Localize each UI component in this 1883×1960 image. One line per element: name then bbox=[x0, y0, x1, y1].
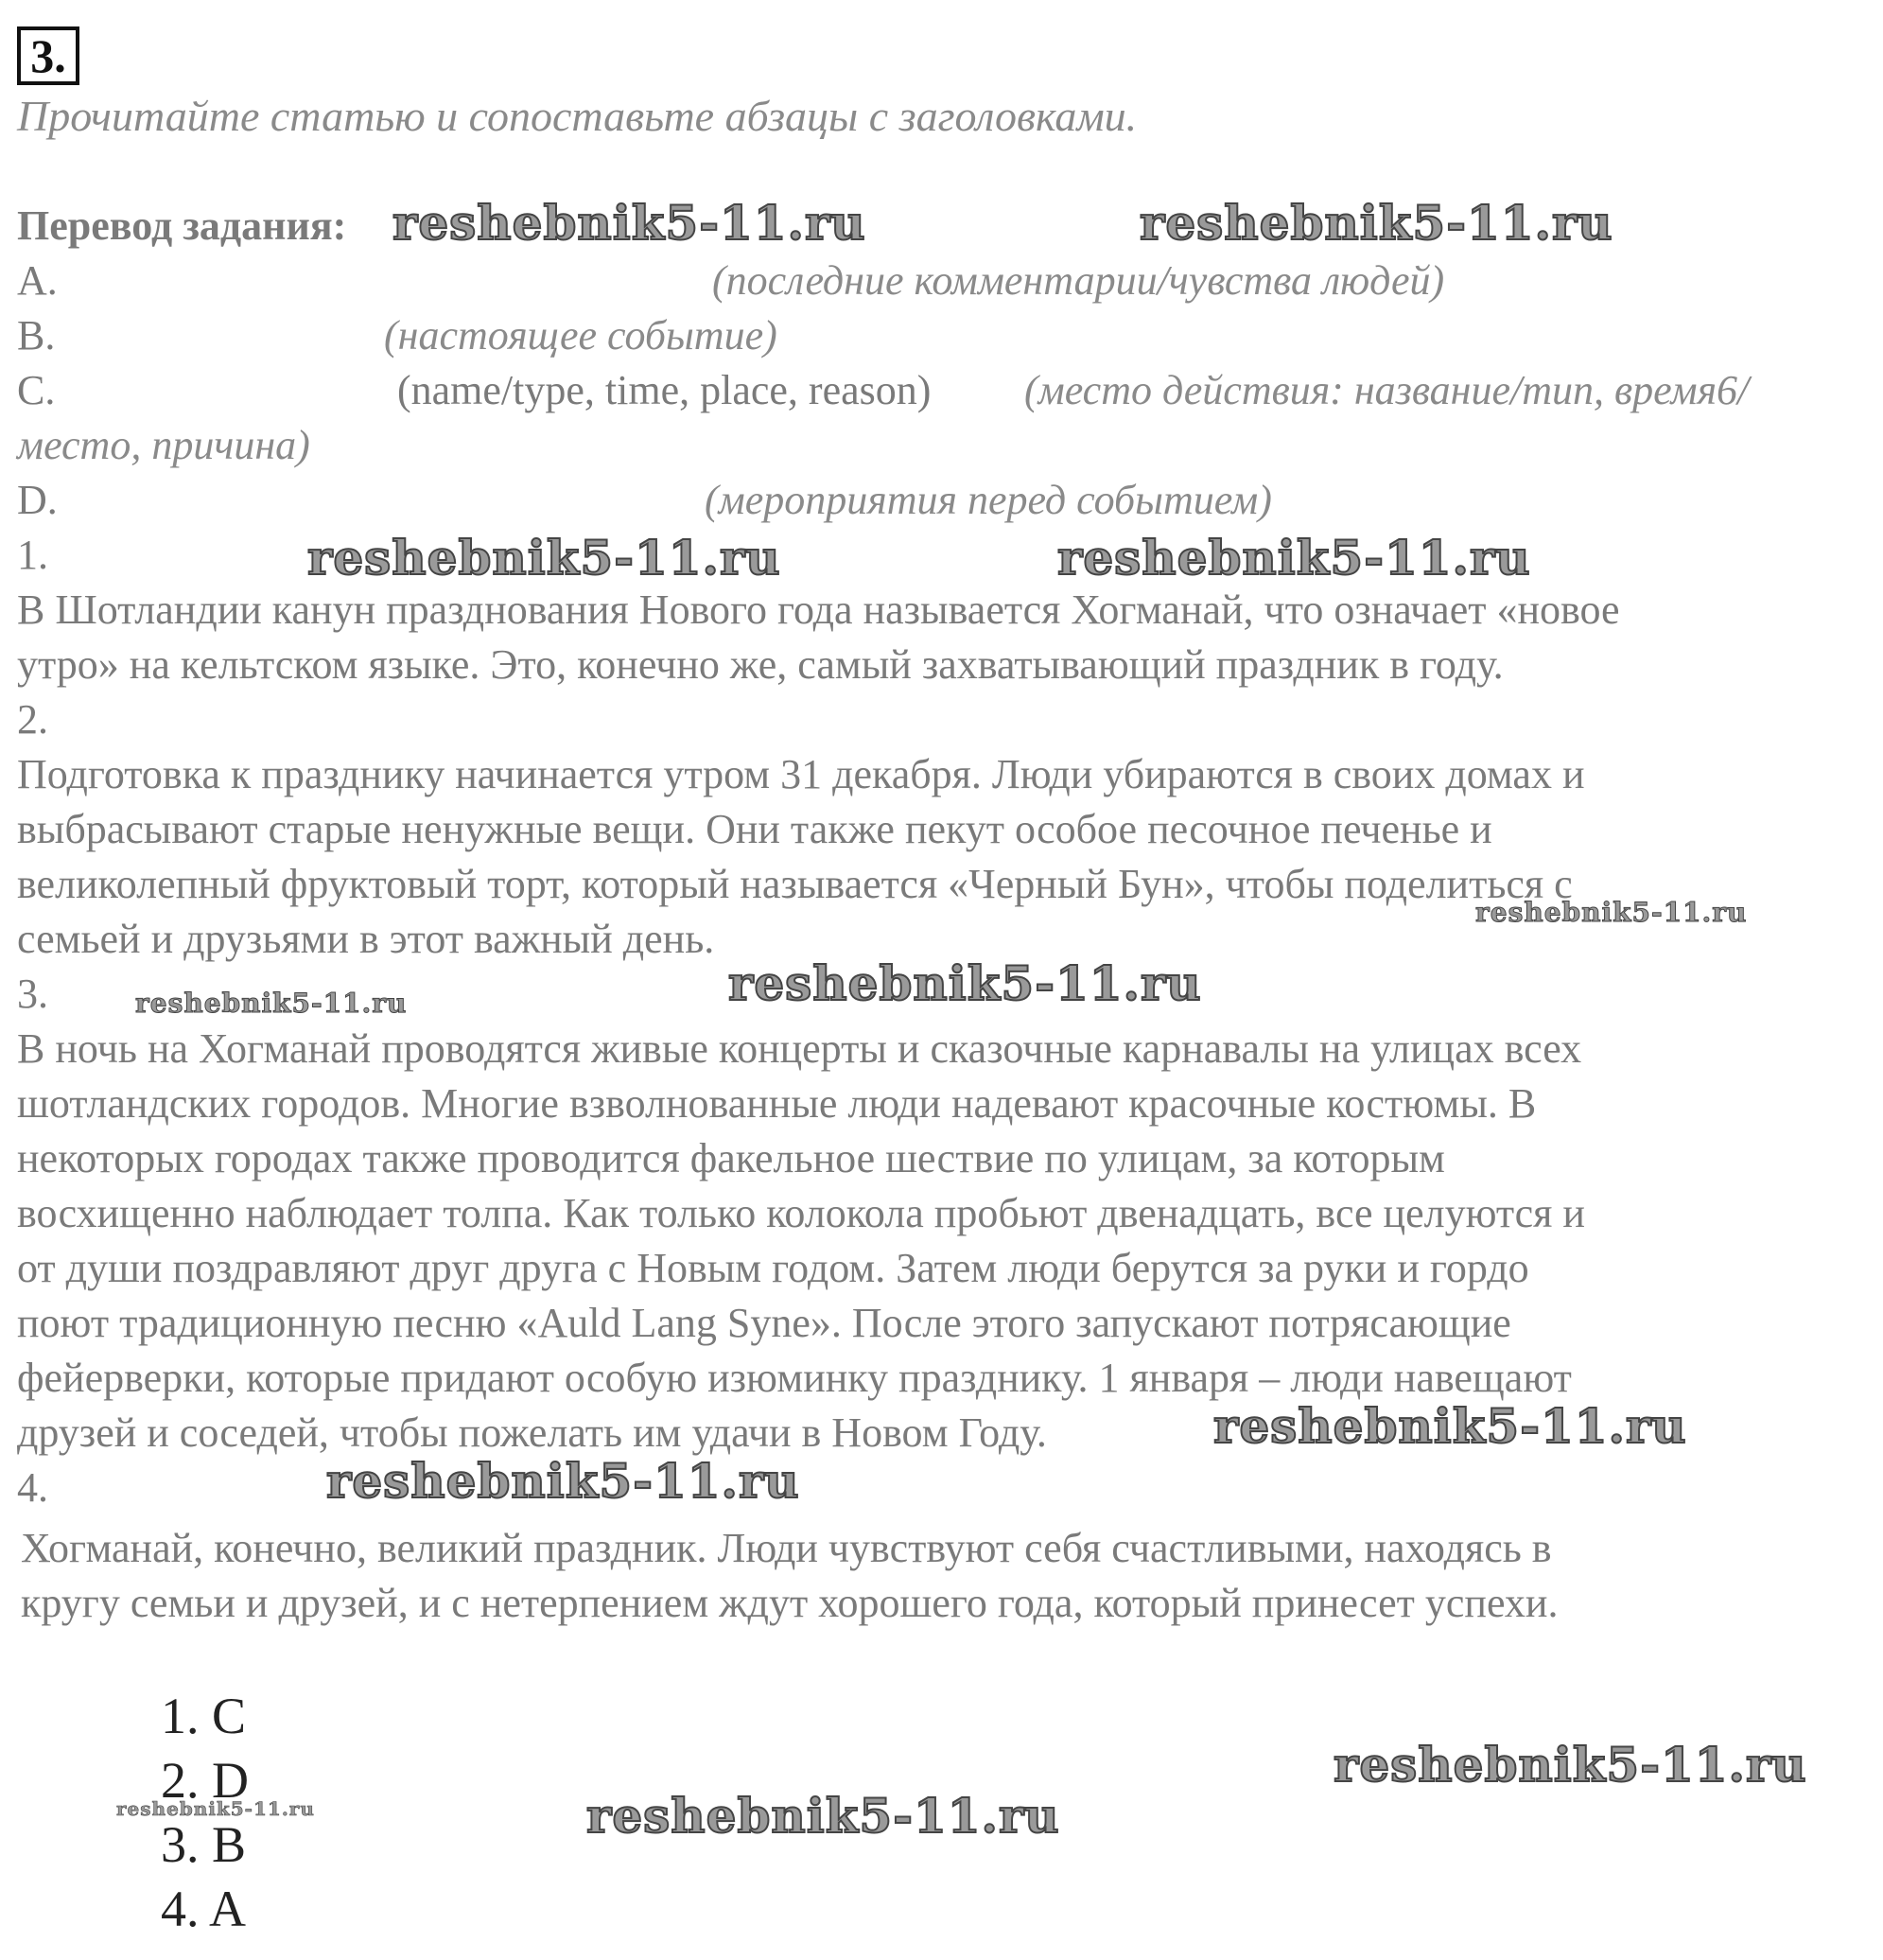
answer-item: 2. D bbox=[161, 1752, 249, 1809]
paragraph-1-line: утро» на кельтском языке. Это, конечно же, самый захватывающий праздник в году. bbox=[17, 641, 1504, 688]
watermark: reshebnik5-11.ru bbox=[1334, 1737, 1807, 1793]
exercise-number: 3. bbox=[17, 26, 79, 85]
heading-c-text: (name/type, time, place, reason) bbox=[397, 367, 932, 413]
paragraph-2-number: 2. bbox=[17, 696, 48, 743]
paragraph-3-number: 3. bbox=[17, 971, 48, 1017]
watermark: reshebnik5-11.ru bbox=[392, 195, 866, 251]
heading-b-letter: B. bbox=[17, 312, 56, 359]
paragraph-3-line: некоторых городах также проводится факельное шествие по улицам, за которым bbox=[17, 1135, 1445, 1181]
heading-a-hint: (последние комментарии/чувства людей) bbox=[712, 257, 1445, 304]
answer-item: 4. A bbox=[161, 1881, 247, 1937]
answer-item: 1. C bbox=[161, 1688, 247, 1744]
translation-label: Перевод задания: bbox=[17, 202, 347, 249]
paragraph-2-line: выбрасывают старые ненужные вещи. Они также пекут особое песочное печенье и bbox=[17, 806, 1492, 852]
heading-d-hint: (мероприятия перед событием) bbox=[705, 477, 1272, 523]
watermark: reshebnik5-11.ru bbox=[307, 530, 781, 586]
paragraph-1-number: 1. bbox=[17, 532, 48, 578]
heading-d-letter: D. bbox=[17, 477, 58, 523]
watermark: reshebnik5-11.ru bbox=[1140, 195, 1613, 251]
watermark: reshebnik5-11.ru bbox=[1213, 1398, 1687, 1454]
paragraph-3-line: друзей и соседей, чтобы пожелать им удачи в Новом Году. bbox=[17, 1409, 1047, 1456]
heading-c-hint-cont: место, причина) bbox=[17, 422, 310, 468]
paragraph-4-line: Хогманай, конечно, великий праздник. Люди чувствуют себя счастливыми, находясь в bbox=[21, 1525, 1552, 1571]
answer-item: 3. B bbox=[161, 1816, 247, 1873]
heading-b-hint: (настоящее событие) bbox=[384, 312, 777, 359]
heading-c-hint: (место действия: название/тип, время6/ bbox=[1024, 367, 1750, 413]
paragraph-1-line: В Шотландии канун празднования Нового года называется Хогманай, что означает «новое bbox=[17, 586, 1620, 633]
paragraph-3-line: от души поздравляют друг друга с Новым годом. Затем люди берутся за руки и гордо bbox=[17, 1245, 1529, 1291]
task-instruction: Прочитайте статью и сопоставьте абзацы с заголовками. bbox=[17, 92, 1138, 140]
heading-a-letter: A. bbox=[17, 257, 58, 304]
watermark: reshebnik5-11.ru bbox=[116, 1797, 315, 1820]
watermark: reshebnik5-11.ru bbox=[1475, 897, 1748, 928]
paragraph-2-line: Подготовка к празднику начинается утром 31 декабря. Люди убираются в своих домах и bbox=[17, 751, 1585, 797]
paragraph-3-line: поют традиционную песню «Auld Lang Syne». После этого запускают потрясающие bbox=[17, 1300, 1511, 1346]
paragraph-2-line: семьей и друзьями в этот важный день. bbox=[17, 916, 715, 962]
watermark: reshebnik5-11.ru bbox=[586, 1788, 1060, 1844]
paragraph-4-number: 4. bbox=[17, 1464, 48, 1511]
paragraph-3-line: В ночь на Хогманай проводятся живые концерты и сказочные карнавалы на улицах всех bbox=[17, 1025, 1582, 1072]
paragraph-4-line: кругу семьи и друзей, и с нетерпением ждут хорошего года, который принесет успехи. bbox=[21, 1580, 1559, 1626]
watermark: reshebnik5-11.ru bbox=[728, 955, 1202, 1011]
paragraph-3-line: восхищенно наблюдает толпа. Как только колокола пробьют двенадцать, все целуются и bbox=[17, 1190, 1585, 1236]
paragraph-3-line: фейерверки, которые придают особую изюминку празднику. 1 января – люди навещают bbox=[17, 1355, 1572, 1401]
watermark: reshebnik5-11.ru bbox=[1057, 530, 1531, 586]
watermark: reshebnik5-11.ru bbox=[326, 1453, 800, 1509]
paragraph-3-line: шотландских городов. Многие взволнованные люди надевают красочные костюмы. В bbox=[17, 1080, 1537, 1127]
heading-c-letter: C. bbox=[17, 367, 56, 413]
watermark: reshebnik5-11.ru bbox=[135, 988, 408, 1019]
paragraph-2-line: великолепный фруктовый торт, который называется «Черный Бун», чтобы поделиться с bbox=[17, 861, 1573, 907]
